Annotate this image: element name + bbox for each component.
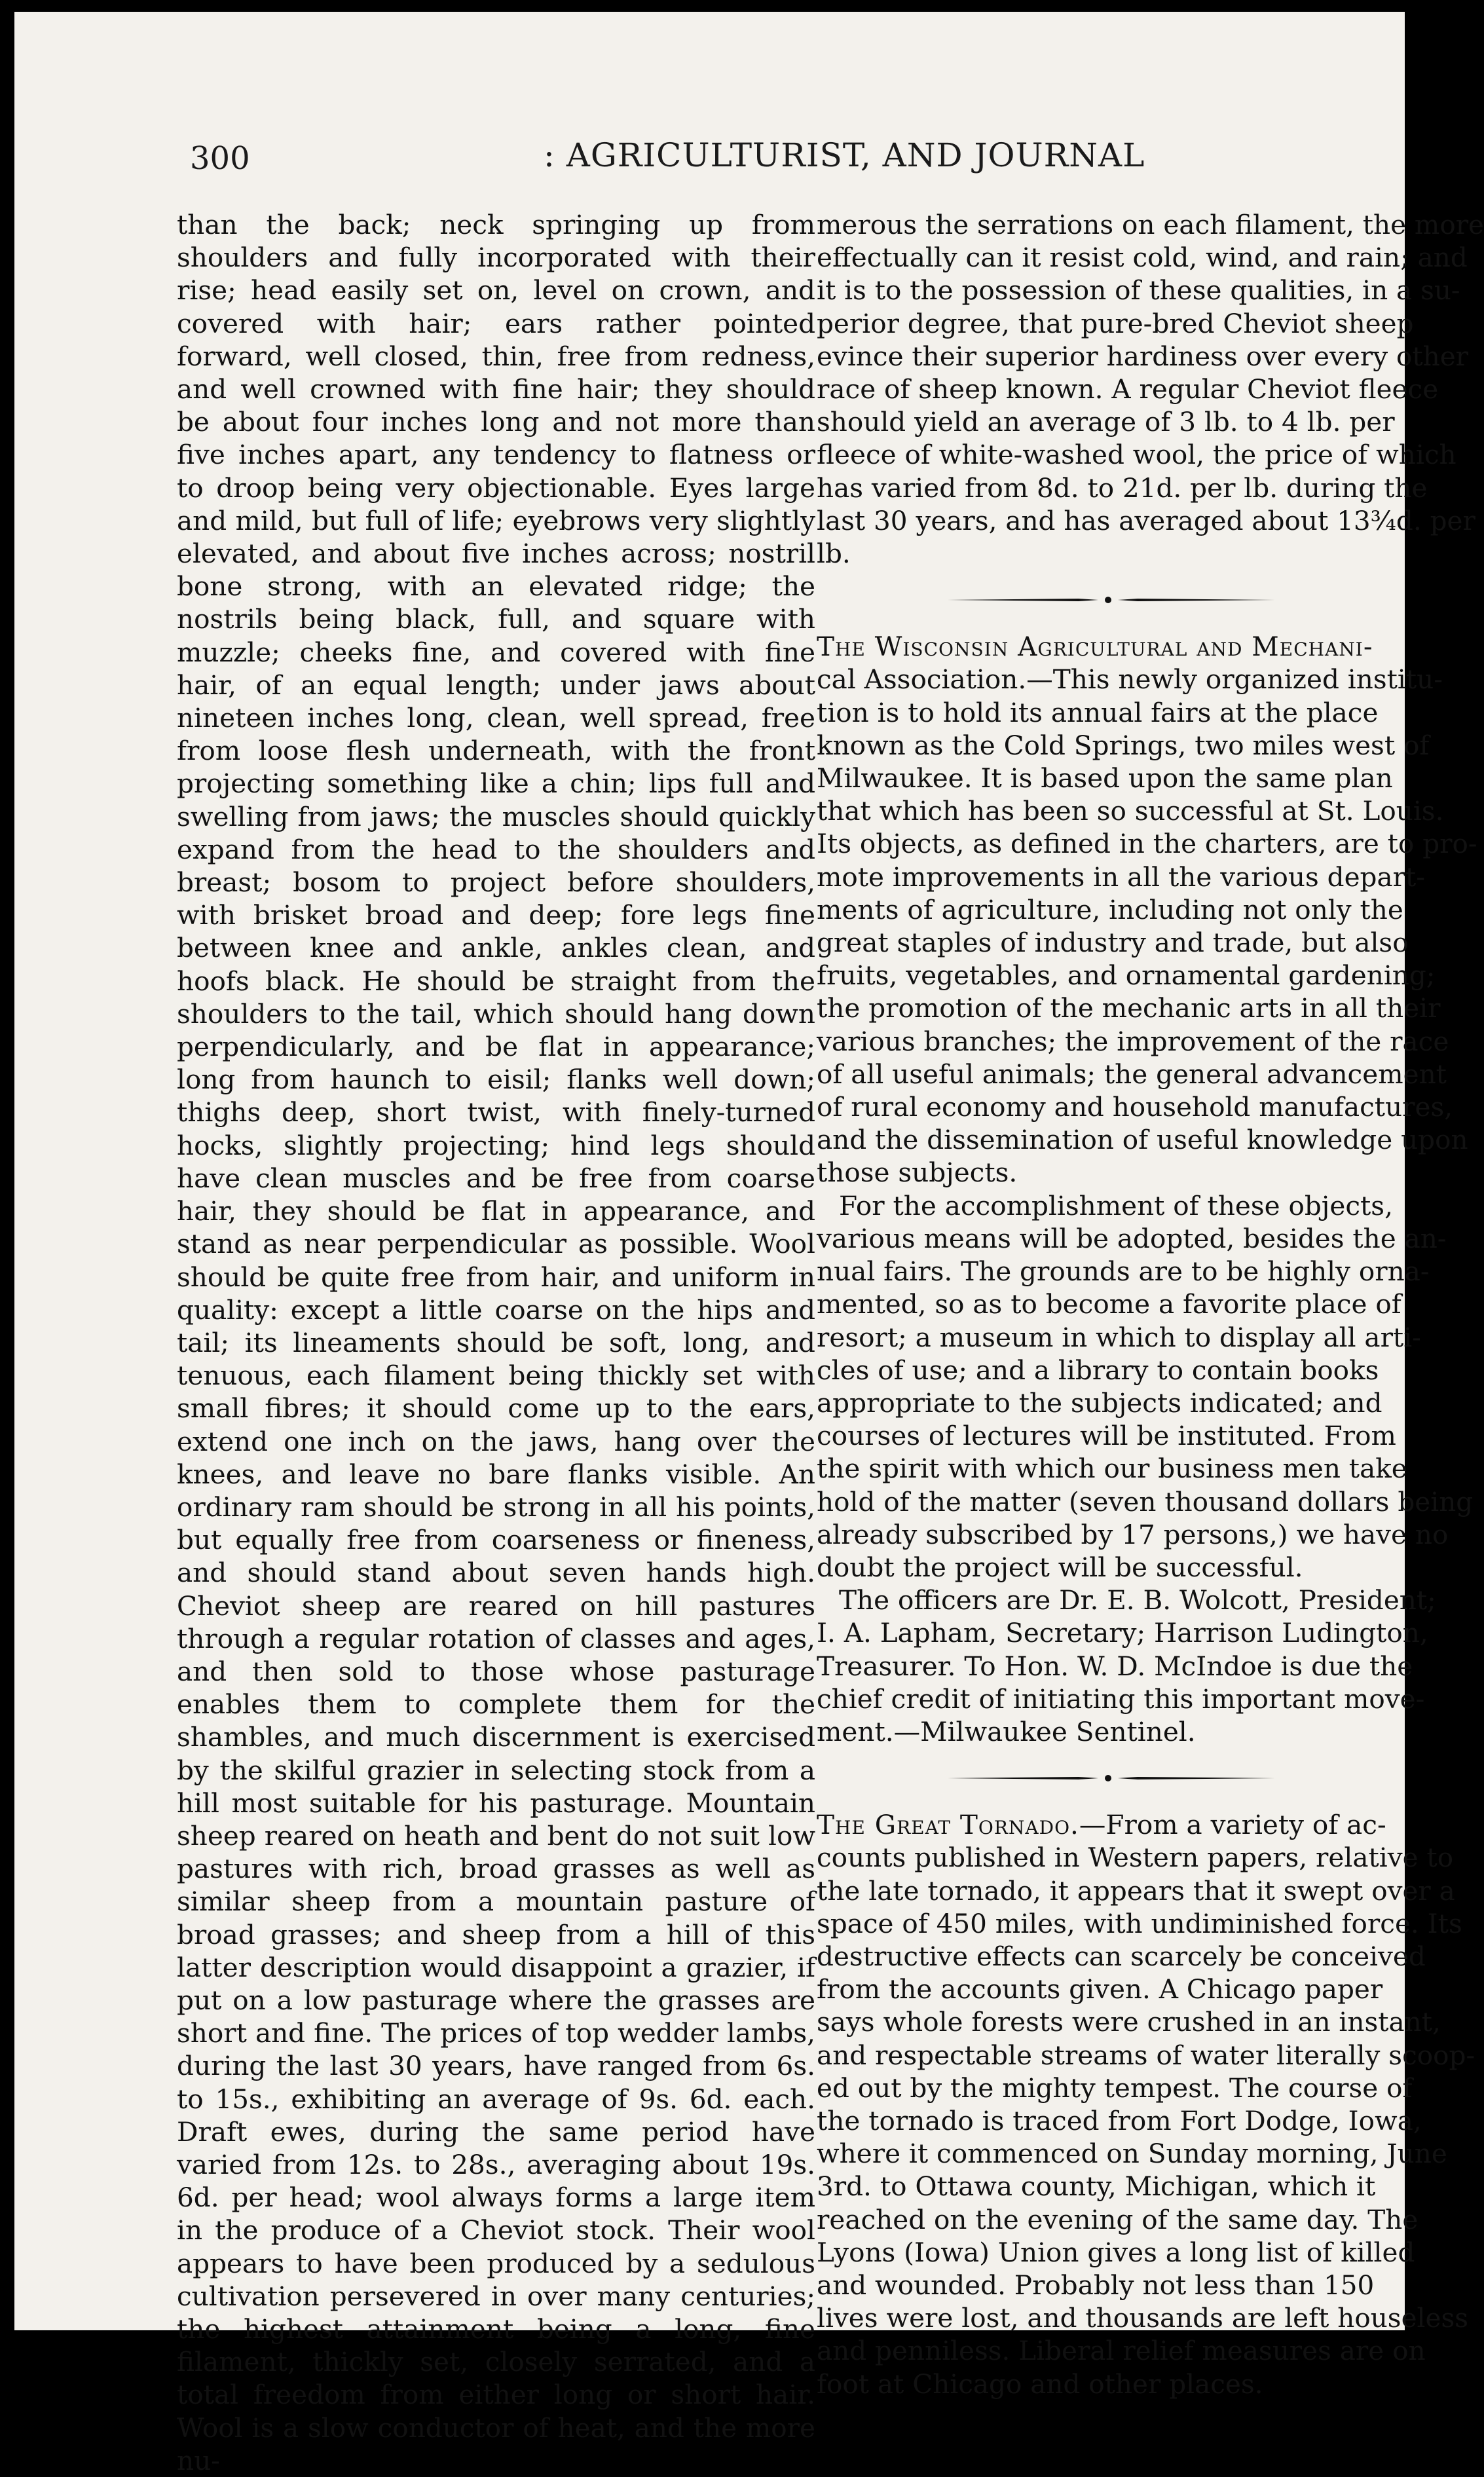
text-line: 3rd. to Ottawa county, Michigan, which it: [817, 2170, 1376, 2203]
text-line: counts published in Western papers, relative to: [817, 1842, 1454, 1874]
text-line: says whole forests were crushed in an instant,: [817, 2006, 1441, 2038]
text-line: where it commenced on Sunday morning, June: [817, 2138, 1447, 2170]
text-line: already subscribed by 17 persons,) we have no: [817, 1518, 1449, 1550]
text-line: of all useful animals; the general advancement: [817, 1058, 1447, 1090]
text-line: lives were lost, and thousands are left houseless: [817, 2302, 1469, 2334]
article-heading: The Wisconsin Agricultural and Mechani-: [817, 631, 1373, 663]
wisconsin-article: [817, 630, 1477, 1748]
tornado-article: [817, 1808, 1475, 2400]
text-line: chief credit of initiating this important move-: [817, 1683, 1425, 1715]
text-line: tion is to hold its annual fairs at the place: [817, 696, 1379, 728]
text-line: from the accounts given. A Chicago paper: [817, 1973, 1383, 2005]
text-line: space of 450 miles, with undiminished force. Its: [817, 1907, 1462, 1939]
text-line: appropriate to the subjects indicated; and: [817, 1387, 1382, 1419]
left-column: [177, 208, 815, 2477]
text-line: last 30 years, and has averaged about 13¾d. per: [817, 504, 1475, 536]
text-line: cal Association.—This newly organized institu-: [817, 663, 1443, 696]
text-line: resort; a museum in which to display all arti-: [817, 1321, 1421, 1353]
text-line: The officers are Dr. E. B. Wolcott, President;: [839, 1584, 1436, 1616]
right-column: [817, 208, 1484, 2400]
text-line: and respectable streams of water literally scoop-: [817, 2039, 1475, 2071]
article-heading: The Great Tornado.: [817, 1809, 1079, 1841]
text-line: For the accomplishment of these objects,: [839, 1189, 1393, 1221]
text-line: perior degree, that pure-bred Cheviot sheep: [817, 307, 1414, 339]
text-line: nual fairs. The grounds are to be highly orna-: [817, 1256, 1430, 1288]
text-line: ment.—Milwaukee Sentinel.: [817, 1715, 1196, 1747]
text-line: the late tornado, it appears that it swept over a: [817, 1874, 1455, 1907]
text-line: great staples of industry and trade, but also: [817, 927, 1409, 959]
text-line: Lyons (Iowa) Union gives a long list of killed: [817, 2236, 1415, 2268]
text-line: those subjects.: [817, 1157, 1018, 1189]
text-line: and wounded. Probably not less than 150: [817, 2269, 1375, 2301]
running-title: : AGRICULTURIST, AND JOURNAL: [544, 136, 1145, 174]
text-line: various means will be adopted, besides the an-: [817, 1222, 1447, 1254]
text-line: has varied from 8d. to 21d. per lb. during the: [817, 472, 1428, 504]
text-line: should yield an average of 3 lb. to 4 lb. per: [817, 406, 1395, 438]
text-line: of rural economy and household manufactures,: [817, 1091, 1453, 1123]
text-line: ments of agriculture, including not only the: [817, 893, 1403, 925]
text-line: ed out by the mighty tempest. The course of: [817, 2072, 1413, 2104]
left-column-text: than the back; neck springing up from shoulders and fully incorporated with their rise; head easily set on, level on crown, and covered with hair; ears rather pointed forward, well closed, thin, free from redness, and well crowned with fine hair; they should be about four inches long and not more than five inches apart, any tendency to flatness or to droop being very objectionable. Eyes large and mild, but full of life; eyebrows very slightly elevated, and about five inches across; nostril bone strong, with an elevated ridge; the nostrils being black, full, and square with muzzle; cheeks fine, and covered with fine hair, of an equal length; under jaws about nineteen inches long, clean, well spread, free from loose flesh underneath, with the front projecting something like a chin; lips full and swelling from jaws; the muscles should quickly expand from the head to the shoulders and breast; bosom to project before shoulders, with brisket broad and deep; fore legs fine between knee and ankle, ankles clean, and hoofs black. He should be straight from the shoulders to the tail, which should hang down perpendicularly, and be flat in appearance; long from haunch to eisil; flanks well down; thighs deep, short twist, with finely-turned hocks, slightly projecting; hind legs should have clean muscles and be free from coarse hair, they should be flat in appearance, and stand as near perpendicular as possible. Wool should be quite free from hair, and uniform in quality: except a little coarse on the hips and tail; its lineaments should be soft, long, and tenuous, each filament being thickly set with small fibres; it should come up to the ears, extend one inch on the jaws, hang over the knees, and leave no bare flanks visible. An ordinary ram should be strong in all his points, but equally free from coarseness or fineness, and should stand about seven hands high. Cheviot sheep are reared on hill pastures through a regular rotation of classes and ages, and then sold to those whose pasturage enables them to complete them for the shambles, and much discernment is exercised by the skilful grazier in selecting stock from a hill most suitable for his pasturage. Mountain sheep reared on heath and bent do not suit low pastures with rich, broad grasses as well as similar sheep from a mountain pasture of broad grasses; and sheep from a hill of this latter description would disappoint a grazier, if put on a low pasturage where the grasses are short and fine. The prices of top wedder lambs, during the last 30 years, have ranged from 6s. to 15s., exhibiting an average of 9s. 6d. each. Draft ewes, during the same period have varied from 12s. to 28s., averaging about 19s. 6d. per head; wool always forms a large item in the produce of a Cheviot stock. Their wool appears to have been produced by a sedulous cultivation persevered in over many centuries; the highest attainment being a long, fine filament, thickly set, closely serrated, and a total freedom from either long or short hair. Wool is a slow conductor of heat, and the more nu-: [177, 209, 815, 2476]
ornamental-divider: [948, 1774, 1275, 1782]
text-line: known as the Cold Springs, two miles west of: [817, 729, 1430, 761]
text-line: the spirit with which our business men take: [817, 1453, 1407, 1485]
text-line: fleece of white-washed wool, the price of which: [817, 439, 1456, 471]
text-line: it is to the possession of these qualities, in a su-: [817, 274, 1460, 307]
text-line: fruits, vegetables, and ornamental gardening;: [817, 959, 1436, 992]
text-line: hold of the matter (seven thousand dollars being: [817, 1485, 1474, 1518]
text-line: Treasurer. To Hon. W. D. McIndoe is due the: [817, 1650, 1413, 1682]
text-line: and the dissemination of useful knowledge upon: [817, 1124, 1468, 1156]
text-line: lb.: [817, 538, 851, 570]
page-number: 300: [190, 140, 250, 177]
text-line: Milwaukee. It is based upon the same plan: [817, 762, 1393, 794]
text-line: doubt the project will be successful.: [817, 1551, 1303, 1583]
text-line: evince their superior hardiness over every other: [817, 340, 1469, 372]
text-line: mote improvements in all the various depart-: [817, 861, 1425, 893]
ornamental-divider: [948, 596, 1275, 604]
text-line: race of sheep known. A regular Cheviot fleece: [817, 373, 1439, 405]
text-line: the tornado is traced from Fort Dodge, Iowa,: [817, 2104, 1422, 2136]
text-line: I. A. Lapham, Secretary; Harrison Ludington,: [817, 1617, 1428, 1649]
text-line: Its objects, as defined in the charters, are to pro-: [817, 828, 1477, 860]
text-line: effectually can it resist cold, wind, and rain; and: [817, 242, 1468, 274]
text-line: foot at Chicago and other places.: [817, 2368, 1263, 2400]
text-line: —From a variety of ac-: [1079, 1809, 1386, 1841]
text-line: merous the serrations on each filament, the more: [817, 209, 1484, 240]
text-line: courses of lectures will be instituted. From: [817, 1420, 1396, 1452]
text-line: mented, so as to become a favorite place of: [817, 1288, 1401, 1320]
text-line: various branches; the improvement of the race: [817, 1025, 1449, 1057]
text-line: and penniless. Liberal relief measures are on: [817, 2335, 1426, 2367]
text-line: cles of use; and a library to contain books: [817, 1354, 1379, 1386]
text-line: reached on the evening of the same day. The: [817, 2203, 1419, 2235]
page-header: [177, 136, 1225, 189]
continuation-block: [817, 208, 1484, 570]
text-line: destructive effects can scarcely be conceived: [817, 1940, 1426, 1972]
text-line: the promotion of the mechanic arts in all their: [817, 992, 1441, 1024]
text-line: that which has been so successful at St. Louis.: [817, 795, 1444, 827]
page: [14, 12, 1484, 2476]
